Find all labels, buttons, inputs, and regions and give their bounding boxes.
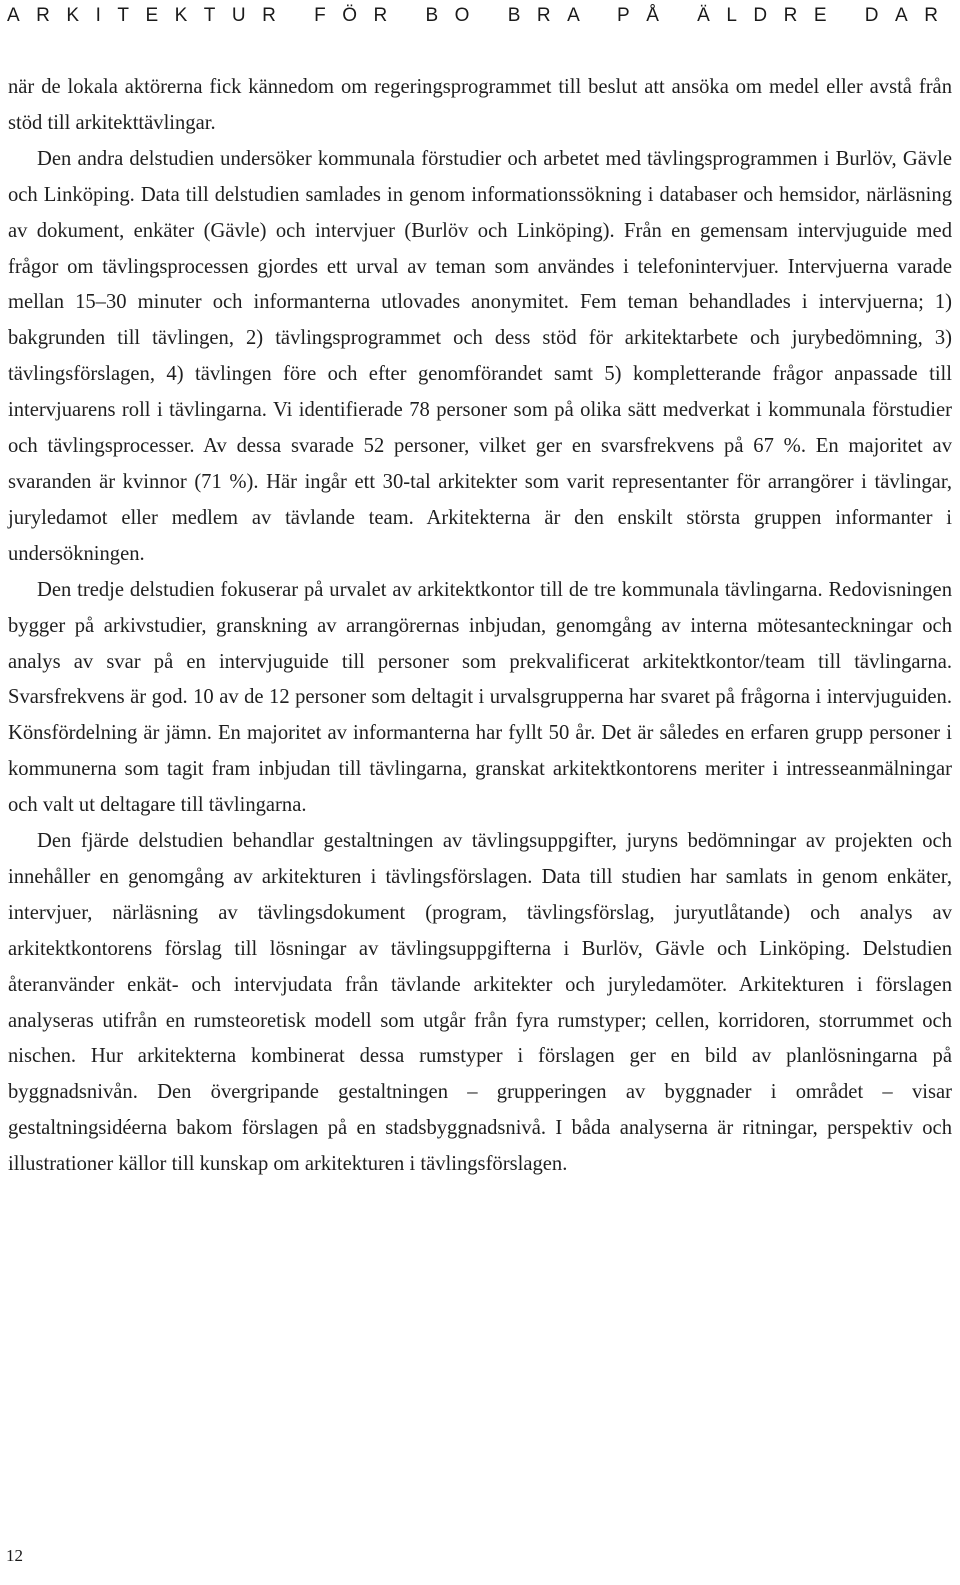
body-text <box>8 70 952 1183</box>
paragraph: när de lokala aktörerna fick kännedom om regeringsprogrammet till beslut att ansöka om medel eller avstå från stöd till arkitekttävlingar. <box>8 76 952 134</box>
running-header: ARKITEKTUR FÖR BO BRA PÅ ÄLDRE DAR <box>7 5 955 26</box>
paragraph: Den tredje delstudien fokuserar på urvalet av arkitektkontor till de tre kommunala tävlingarna. Redovisningen bygger på arkivstudier, granskning av arrangörernas inbjudan, genomgång av interna mötesanteckningar och analys av svar på en intervjuguide till personer som prekvalificerat arkitektkontor/team till tävlingarna. Svarsfrekvens är god. 10 av de 12 personer som deltagit i urvalsgrupperna har svaret på frågorna i intervjuguiden. Könsfördelning är jämn. En majoritet av informanterna har fyllt 50 år. Det är således en erfaren grupp personer i kommunerna som tagit fram inbjudan till tävlingarna, granskat arkitektkontorens meriter i intresseanmälningar och valt ut deltagare till tävlingarna. <box>8 578 952 817</box>
paragraph: Den andra delstudien undersöker kommunala förstudier och arbetet med tävlingsprogrammen i Burlöv, Gävle och Linköping. Data till delstudien samlades in genom informationssökning i databaser och hemsidor, närläsning av dokument, enkäter (Gävle) och intervjuer (Burlöv och Linköping). Från en gemensam intervjuguide med frågor om tävlingsprocessen gjordes ett urval av teman som användes i telefonintervjuer. Intervjuerna varade mellan 15–30 minuter och informanterna utlovades anonymitet. Fem teman behandlades i intervjuerna; 1) bakgrunden till tävlingen, 2) tävlingsprogrammet och dess stöd för arkitektarbete och jurybedömning, 3) tävlingsförslagen, 4) tävlingen före och efter genomförandet samt 5) kompletterande frågor anpassade till intervjuarens roll i tävlingarna. Vi identifierade 78 personer som på olika sätt medverkat i kommunala förstudier och tävlingsprocesser. Av dessa svarade 52 personer, vilket ger en svarsfrekvens på 67 %. En majoritet av svaranden är kvinnor (71 %). Här ingår ett 30-tal arkitekter som varit representanter för arrangörer i tävlingar, juryledamot eller medlem av tävlande team. Arkitekterna är den enskilt största gruppen informanter i undersökningen. <box>8 147 952 565</box>
paragraph: Den fjärde delstudien behandlar gestaltningen av tävlingsuppgifter, juryns bedömningar av projekten och innehåller en genomgång av arkitekturen i tävlingsförslagen. Data till studien har samlats in genom enkäter, intervjuer, närläsning av tävlingsdokument (program, tävlingsförslag, juryutlåtande) och analys av arkitektkontorens förslag till lösningar av tävlingsuppgifterna i Burlöv, Gävle och Linköping. Delstudien återanvänder enkät- och intervjudata från tävlande arkitekter och juryledamöter. Arkitekturen i förslagen analyseras utifrån en rumsteoretisk modell som utgår från fyra rumstyper; cellen, korridoren, storrummet och nischen. Hur arkitekterna kombinerat dessa rumstyper i förslagen ger en bild av planlösningarna på byggnadsnivån. Den övergripande gestaltningen – grupperingen av byggnader i området – visar gestaltningsidéerna bakom förslagen på en stadsbyggnadsnivå. I båda analyserna är ritningar, perspektiv och illustrationer källor till kunskap om arkitekturen i tävlingsförslagen. <box>8 830 952 1176</box>
page-number: 12 <box>6 1546 23 1565</box>
